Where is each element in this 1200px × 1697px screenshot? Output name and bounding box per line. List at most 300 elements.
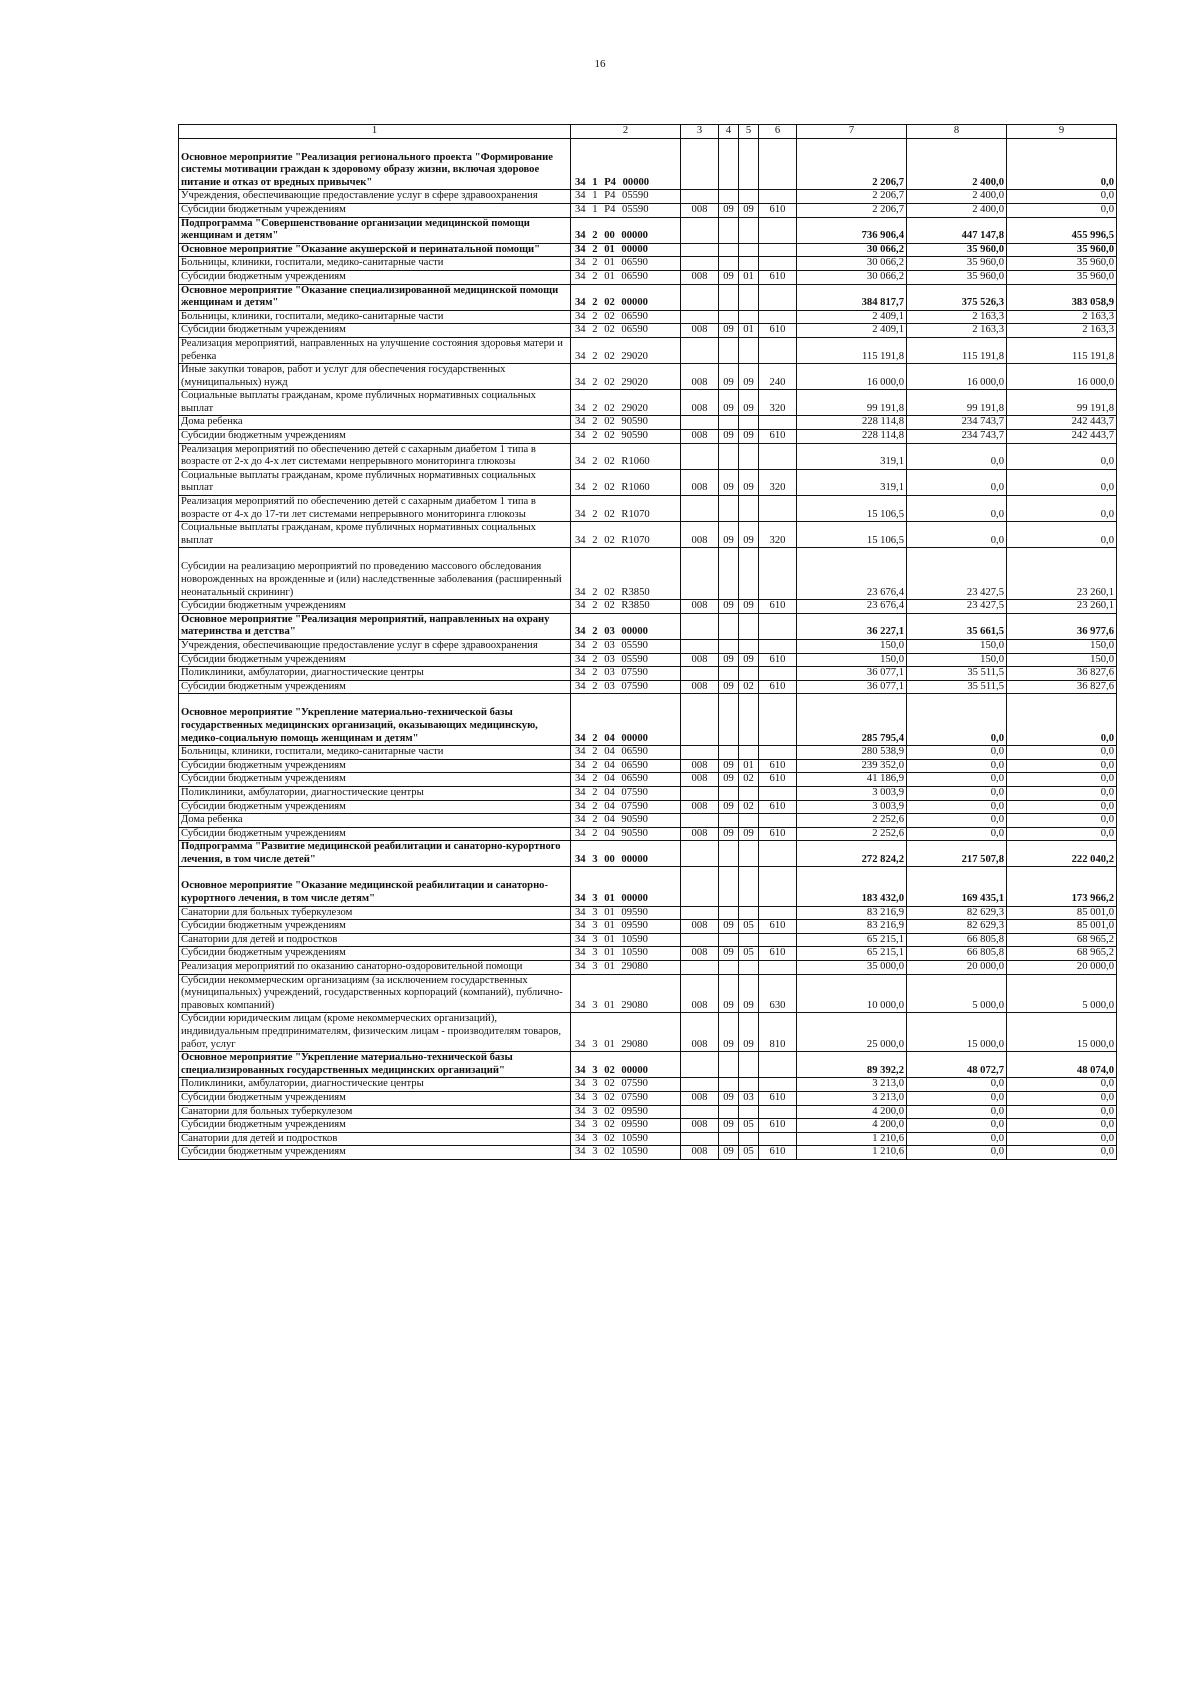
table-row	[179, 390, 1117, 416]
row-value-9: 0,0	[1007, 138, 1117, 190]
row-name: Реализация мероприятий по обеспечению детей с сахарным диабетом 1 типа в возрасте от 4-х до 17-ти лет системами непрерывного мониторинга глюкозы	[179, 496, 571, 522]
row-value-8: 35 511,5	[907, 680, 1007, 694]
row-value-8: 0,0	[907, 522, 1007, 548]
row-value-8: 150,0	[907, 653, 1007, 667]
row-value-9: 0,0	[1007, 1091, 1117, 1105]
header-col-2: 2	[571, 125, 681, 139]
row-value-7: 65 215,1	[797, 933, 907, 947]
row-value-8: 0,0	[907, 827, 1007, 841]
row-value-8: 16 000,0	[907, 364, 1007, 390]
row-col-6	[759, 906, 797, 920]
row-value-7: 30 066,2	[797, 243, 907, 257]
row-name: Субсидии бюджетным учреждениям	[179, 773, 571, 787]
row-col-6	[759, 746, 797, 760]
row-value-9: 23 260,1	[1007, 600, 1117, 614]
row-value-7: 99 191,8	[797, 390, 907, 416]
row-col-6: 610	[759, 680, 797, 694]
row-value-8: 0,0	[907, 1091, 1007, 1105]
header-col-4: 4	[719, 125, 739, 139]
row-col-4: 09	[719, 974, 739, 1013]
row-value-9: 35 960,0	[1007, 270, 1117, 284]
table-header	[179, 125, 1117, 139]
table-row	[179, 243, 1117, 257]
row-name: Основное мероприятие "Укрепление материально-технической базы государственных медицинских организаций, оказывающих медицинскую, медико-социальную помощь женщинам и детям"	[179, 694, 571, 746]
row-value-8: 234 743,7	[907, 416, 1007, 430]
row-col-3	[681, 337, 719, 363]
row-col-5	[739, 814, 759, 828]
row-code: 34 3 01 10590	[571, 947, 681, 961]
row-col-5: 02	[739, 800, 759, 814]
row-col-3: 008	[681, 653, 719, 667]
row-col-4	[719, 1078, 739, 1092]
row-col-5	[739, 284, 759, 310]
row-value-9: 35 960,0	[1007, 257, 1117, 271]
header-col-6: 6	[759, 125, 797, 139]
row-name: Субсидии бюджетным учреждениям	[179, 270, 571, 284]
row-value-9: 36 827,6	[1007, 680, 1117, 694]
row-code: 34 3 01 29080	[571, 961, 681, 975]
row-code: 34 2 03 05590	[571, 639, 681, 653]
row-value-7: 10 000,0	[797, 974, 907, 1013]
row-name: Основное мероприятие "Реализация регионального проекта "Формирование системы мотивации граждан к здоровому образу жизни, включая здоровое питание и отказ от вредных привычек"	[179, 138, 571, 190]
row-code: 34 2 03 00000	[571, 613, 681, 639]
row-value-7: 15 106,5	[797, 522, 907, 548]
row-value-7: 36 227,1	[797, 613, 907, 639]
table-row	[179, 694, 1117, 746]
row-name: Субсидии бюджетным учреждениям	[179, 430, 571, 444]
row-value-9: 0,0	[1007, 759, 1117, 773]
row-col-6	[759, 639, 797, 653]
table-row	[179, 759, 1117, 773]
table-row	[179, 786, 1117, 800]
row-col-3: 008	[681, 469, 719, 495]
table-row	[179, 337, 1117, 363]
row-value-7: 23 676,4	[797, 600, 907, 614]
row-col-3: 008	[681, 600, 719, 614]
table-row	[179, 522, 1117, 548]
row-value-9: 0,0	[1007, 694, 1117, 746]
row-col-3	[681, 1052, 719, 1078]
row-col-4: 09	[719, 1119, 739, 1133]
row-col-3: 008	[681, 947, 719, 961]
row-value-9: 5 000,0	[1007, 974, 1117, 1013]
row-col-3	[681, 667, 719, 681]
row-value-8: 0,0	[907, 800, 1007, 814]
row-value-8: 35 960,0	[907, 257, 1007, 271]
row-col-4: 09	[719, 947, 739, 961]
row-col-5: 09	[739, 390, 759, 416]
row-value-9: 222 040,2	[1007, 841, 1117, 867]
row-value-8: 447 147,8	[907, 217, 1007, 243]
row-col-4	[719, 548, 739, 600]
row-col-3	[681, 257, 719, 271]
row-col-3: 008	[681, 759, 719, 773]
row-col-4: 09	[719, 364, 739, 390]
row-col-4: 09	[719, 653, 739, 667]
row-code: 34 3 01 09590	[571, 920, 681, 934]
row-value-9: 2 163,3	[1007, 324, 1117, 338]
row-col-4: 09	[719, 800, 739, 814]
row-col-4	[719, 639, 739, 653]
table-row	[179, 1105, 1117, 1119]
row-name: Основное мероприятие "Оказание медицинской реабилитации и санаторно-курортного лечения, в том числе детям"	[179, 867, 571, 906]
row-col-6: 320	[759, 522, 797, 548]
row-code: 34 2 04 07590	[571, 786, 681, 800]
row-value-9: 0,0	[1007, 1119, 1117, 1133]
row-col-3	[681, 548, 719, 600]
row-col-3	[681, 1132, 719, 1146]
row-value-9: 0,0	[1007, 496, 1117, 522]
row-code: 34 2 02 R1060	[571, 443, 681, 469]
row-col-3: 008	[681, 270, 719, 284]
row-value-8: 0,0	[907, 496, 1007, 522]
row-col-5: 05	[739, 1146, 759, 1160]
row-col-5: 09	[739, 653, 759, 667]
row-value-8: 20 000,0	[907, 961, 1007, 975]
row-col-6	[759, 667, 797, 681]
row-value-9: 0,0	[1007, 1078, 1117, 1092]
row-value-8: 82 629,3	[907, 906, 1007, 920]
row-col-6	[759, 548, 797, 600]
row-col-4	[719, 786, 739, 800]
row-col-3	[681, 961, 719, 975]
row-col-3: 008	[681, 430, 719, 444]
row-value-9: 0,0	[1007, 522, 1117, 548]
row-col-6: 610	[759, 827, 797, 841]
row-code: 34 3 02 09590	[571, 1119, 681, 1133]
row-name: Основное мероприятие "Оказание акушерской и перинатальной помощи"	[179, 243, 571, 257]
row-col-5	[739, 443, 759, 469]
row-value-9: 0,0	[1007, 1132, 1117, 1146]
row-value-8: 23 427,5	[907, 600, 1007, 614]
table-row	[179, 746, 1117, 760]
row-col-6	[759, 443, 797, 469]
row-col-3: 008	[681, 800, 719, 814]
row-name: Субсидии на реализацию мероприятий по проведению массового обследования новорожденных на врожденные и (или) наследственные заболевания (расширенный неонатальный скрининг)	[179, 548, 571, 600]
row-value-8: 0,0	[907, 746, 1007, 760]
table-row	[179, 284, 1117, 310]
row-col-3	[681, 443, 719, 469]
row-col-5: 09	[739, 522, 759, 548]
table-row	[179, 364, 1117, 390]
row-name: Санатории для детей и подростков	[179, 1132, 571, 1146]
row-value-9: 35 960,0	[1007, 243, 1117, 257]
row-value-7: 35 000,0	[797, 961, 907, 975]
row-col-3	[681, 814, 719, 828]
row-col-3: 008	[681, 773, 719, 787]
row-col-6	[759, 416, 797, 430]
header-col-5: 5	[739, 125, 759, 139]
row-col-4	[719, 443, 739, 469]
row-value-7: 2 252,6	[797, 814, 907, 828]
row-name: Санатории для больных туберкулезом	[179, 1105, 571, 1119]
row-col-4	[719, 933, 739, 947]
row-value-7: 285 795,4	[797, 694, 907, 746]
row-code: 34 2 02 90590	[571, 430, 681, 444]
table-row	[179, 653, 1117, 667]
row-col-3: 008	[681, 1146, 719, 1160]
budget-table-wrapper	[178, 124, 1116, 1160]
row-value-7: 1 210,6	[797, 1146, 907, 1160]
row-col-5	[739, 746, 759, 760]
row-name: Субсидии бюджетным учреждениям	[179, 759, 571, 773]
row-name: Субсидии бюджетным учреждениям	[179, 827, 571, 841]
row-value-7: 3 213,0	[797, 1091, 907, 1105]
row-col-5	[739, 496, 759, 522]
row-col-4: 09	[719, 203, 739, 217]
row-value-8: 2 400,0	[907, 203, 1007, 217]
row-value-8: 48 072,7	[907, 1052, 1007, 1078]
row-value-9: 68 965,2	[1007, 933, 1117, 947]
row-value-8: 15 000,0	[907, 1013, 1007, 1052]
row-col-5	[739, 867, 759, 906]
row-value-9: 0,0	[1007, 443, 1117, 469]
row-name: Больницы, клиники, госпитали, медико-санитарные части	[179, 746, 571, 760]
row-value-7: 228 114,8	[797, 430, 907, 444]
row-col-5	[739, 961, 759, 975]
row-col-4	[719, 337, 739, 363]
row-value-7: 2 409,1	[797, 310, 907, 324]
table-row	[179, 974, 1117, 1013]
row-code: 34 3 02 07590	[571, 1091, 681, 1105]
row-value-7: 65 215,1	[797, 947, 907, 961]
table-row	[179, 324, 1117, 338]
row-col-4	[719, 746, 739, 760]
row-col-4: 09	[719, 469, 739, 495]
row-col-3	[681, 867, 719, 906]
row-value-8: 0,0	[907, 786, 1007, 800]
row-code: 34 1 Р4 00000	[571, 138, 681, 190]
row-col-6: 610	[759, 773, 797, 787]
row-col-5: 09	[739, 430, 759, 444]
row-value-8: 0,0	[907, 1119, 1007, 1133]
row-value-7: 15 106,5	[797, 496, 907, 522]
table-row	[179, 867, 1117, 906]
table-row	[179, 639, 1117, 653]
row-col-5	[739, 933, 759, 947]
row-col-5: 09	[739, 364, 759, 390]
page-number: 16	[594, 58, 606, 70]
row-col-5	[739, 243, 759, 257]
row-col-6: 610	[759, 600, 797, 614]
row-value-8: 35 661,5	[907, 613, 1007, 639]
row-col-4: 09	[719, 430, 739, 444]
row-value-8: 23 427,5	[907, 548, 1007, 600]
row-value-8: 35 511,5	[907, 667, 1007, 681]
table-row	[179, 800, 1117, 814]
row-value-9: 173 966,2	[1007, 867, 1117, 906]
row-col-6: 810	[759, 1013, 797, 1052]
row-col-6: 320	[759, 390, 797, 416]
table-row	[179, 270, 1117, 284]
row-col-6	[759, 1105, 797, 1119]
row-col-6: 610	[759, 270, 797, 284]
row-value-7: 228 114,8	[797, 416, 907, 430]
row-col-6	[759, 841, 797, 867]
table-row	[179, 496, 1117, 522]
row-name: Субсидии бюджетным учреждениям	[179, 680, 571, 694]
row-col-5: 09	[739, 203, 759, 217]
row-col-6	[759, 867, 797, 906]
table-row	[179, 1013, 1117, 1052]
row-name: Реализация мероприятий, направленных на улучшение состояния здоровья матери и ребенка	[179, 337, 571, 363]
row-col-3	[681, 1078, 719, 1092]
row-value-9: 20 000,0	[1007, 961, 1117, 975]
row-col-3: 008	[681, 1013, 719, 1052]
table-row	[179, 1091, 1117, 1105]
row-col-5: 09	[739, 469, 759, 495]
row-code: 34 2 00 00000	[571, 217, 681, 243]
row-value-9: 0,0	[1007, 773, 1117, 787]
row-value-7: 36 077,1	[797, 667, 907, 681]
row-value-8: 0,0	[907, 759, 1007, 773]
row-col-4	[719, 961, 739, 975]
row-col-3	[681, 496, 719, 522]
row-col-5	[739, 337, 759, 363]
row-name: Социальные выплаты гражданам, кроме публичных нормативных социальных выплат	[179, 522, 571, 548]
row-code: 34 2 02 R1070	[571, 496, 681, 522]
row-col-5	[739, 138, 759, 190]
header-col-8: 8	[907, 125, 1007, 139]
table-row	[179, 257, 1117, 271]
row-value-9: 150,0	[1007, 639, 1117, 653]
row-col-6	[759, 1132, 797, 1146]
row-col-4: 09	[719, 920, 739, 934]
row-value-8: 0,0	[907, 1146, 1007, 1160]
row-name: Учреждения, обеспечивающие предоставление услуг в сфере здравоохранения	[179, 190, 571, 204]
row-value-8: 234 743,7	[907, 430, 1007, 444]
row-name: Поликлиники, амбулатории, диагностические центры	[179, 1078, 571, 1092]
row-col-6	[759, 786, 797, 800]
row-col-4: 09	[719, 270, 739, 284]
row-col-5	[739, 694, 759, 746]
row-col-3	[681, 639, 719, 653]
row-name: Субсидии бюджетным учреждениям	[179, 920, 571, 934]
row-value-8: 150,0	[907, 639, 1007, 653]
row-code: 34 2 04 07590	[571, 800, 681, 814]
row-value-9: 0,0	[1007, 190, 1117, 204]
row-code: 34 2 02 90590	[571, 416, 681, 430]
table-row	[179, 814, 1117, 828]
row-col-6	[759, 284, 797, 310]
row-col-3	[681, 906, 719, 920]
table-row	[179, 1078, 1117, 1092]
row-col-5	[739, 217, 759, 243]
row-name: Санатории для больных туберкулезом	[179, 906, 571, 920]
row-col-4	[719, 867, 739, 906]
row-value-9: 85 001,0	[1007, 920, 1117, 934]
row-code: 34 2 02 00000	[571, 284, 681, 310]
row-code: 34 2 04 06590	[571, 773, 681, 787]
table-row	[179, 667, 1117, 681]
row-value-7: 272 824,2	[797, 841, 907, 867]
row-name: Дома ребенка	[179, 416, 571, 430]
row-col-3	[681, 1105, 719, 1119]
row-value-7: 4 200,0	[797, 1105, 907, 1119]
row-col-3: 008	[681, 522, 719, 548]
row-col-3	[681, 841, 719, 867]
row-value-9: 455 996,5	[1007, 217, 1117, 243]
row-col-4	[719, 1105, 739, 1119]
table-row	[179, 430, 1117, 444]
row-code: 34 3 01 00000	[571, 867, 681, 906]
row-name: Субсидии некоммерческим организациям (за исключением государственных (муниципальных) учреждений, государственных корпораций (компаний), публично-правовых компаний)	[179, 974, 571, 1013]
row-name: Субсидии бюджетным учреждениям	[179, 1091, 571, 1105]
row-value-8: 0,0	[907, 773, 1007, 787]
table-row	[179, 1052, 1117, 1078]
row-value-9: 68 965,2	[1007, 947, 1117, 961]
row-col-4: 09	[719, 1091, 739, 1105]
row-value-7: 89 392,2	[797, 1052, 907, 1078]
row-name: Субсидии бюджетным учреждениям	[179, 1146, 571, 1160]
row-value-7: 150,0	[797, 653, 907, 667]
row-code: 34 2 02 06590	[571, 324, 681, 338]
row-value-7: 384 817,7	[797, 284, 907, 310]
row-col-4: 09	[719, 827, 739, 841]
row-name: Субсидии бюджетным учреждениям	[179, 600, 571, 614]
row-col-6: 240	[759, 364, 797, 390]
row-col-4: 09	[719, 390, 739, 416]
row-col-4	[719, 138, 739, 190]
row-value-7: 3 003,9	[797, 786, 907, 800]
row-col-5: 09	[739, 974, 759, 1013]
row-col-5: 02	[739, 773, 759, 787]
row-value-8: 82 629,3	[907, 920, 1007, 934]
table-row	[179, 310, 1117, 324]
row-name: Поликлиники, амбулатории, диагностические центры	[179, 786, 571, 800]
row-col-3	[681, 933, 719, 947]
table-row	[179, 920, 1117, 934]
row-col-4: 09	[719, 324, 739, 338]
row-col-3	[681, 694, 719, 746]
row-col-6	[759, 257, 797, 271]
row-code: 34 2 02 29020	[571, 337, 681, 363]
row-col-5: 02	[739, 680, 759, 694]
row-name: Социальные выплаты гражданам, кроме публичных нормативных социальных выплат	[179, 469, 571, 495]
row-col-3	[681, 310, 719, 324]
row-col-3: 008	[681, 827, 719, 841]
row-code: 34 2 02 29020	[571, 364, 681, 390]
row-value-8: 169 435,1	[907, 867, 1007, 906]
row-value-9: 0,0	[1007, 1146, 1117, 1160]
row-code: 34 1 Р4 05590	[571, 203, 681, 217]
row-col-6: 610	[759, 1091, 797, 1105]
row-col-4: 09	[719, 522, 739, 548]
row-col-6	[759, 337, 797, 363]
row-code: 34 3 00 00000	[571, 841, 681, 867]
row-col-4: 09	[719, 680, 739, 694]
header-col-9: 9	[1007, 125, 1117, 139]
row-col-6: 610	[759, 800, 797, 814]
row-col-4	[719, 243, 739, 257]
row-code: 34 1 Р4 05590	[571, 190, 681, 204]
row-col-4	[719, 667, 739, 681]
table-row	[179, 613, 1117, 639]
row-name: Реализация мероприятий по оказанию санаторно-оздоровительной помощи	[179, 961, 571, 975]
row-col-3: 008	[681, 203, 719, 217]
row-value-8: 375 526,3	[907, 284, 1007, 310]
row-value-9: 36 977,6	[1007, 613, 1117, 639]
row-col-6: 610	[759, 947, 797, 961]
row-col-6: 610	[759, 653, 797, 667]
row-value-8: 35 960,0	[907, 270, 1007, 284]
row-value-9: 23 260,1	[1007, 548, 1117, 600]
row-value-8: 115 191,8	[907, 337, 1007, 363]
row-col-6: 610	[759, 1146, 797, 1160]
row-col-3	[681, 217, 719, 243]
table-row	[179, 933, 1117, 947]
row-col-5	[739, 639, 759, 653]
